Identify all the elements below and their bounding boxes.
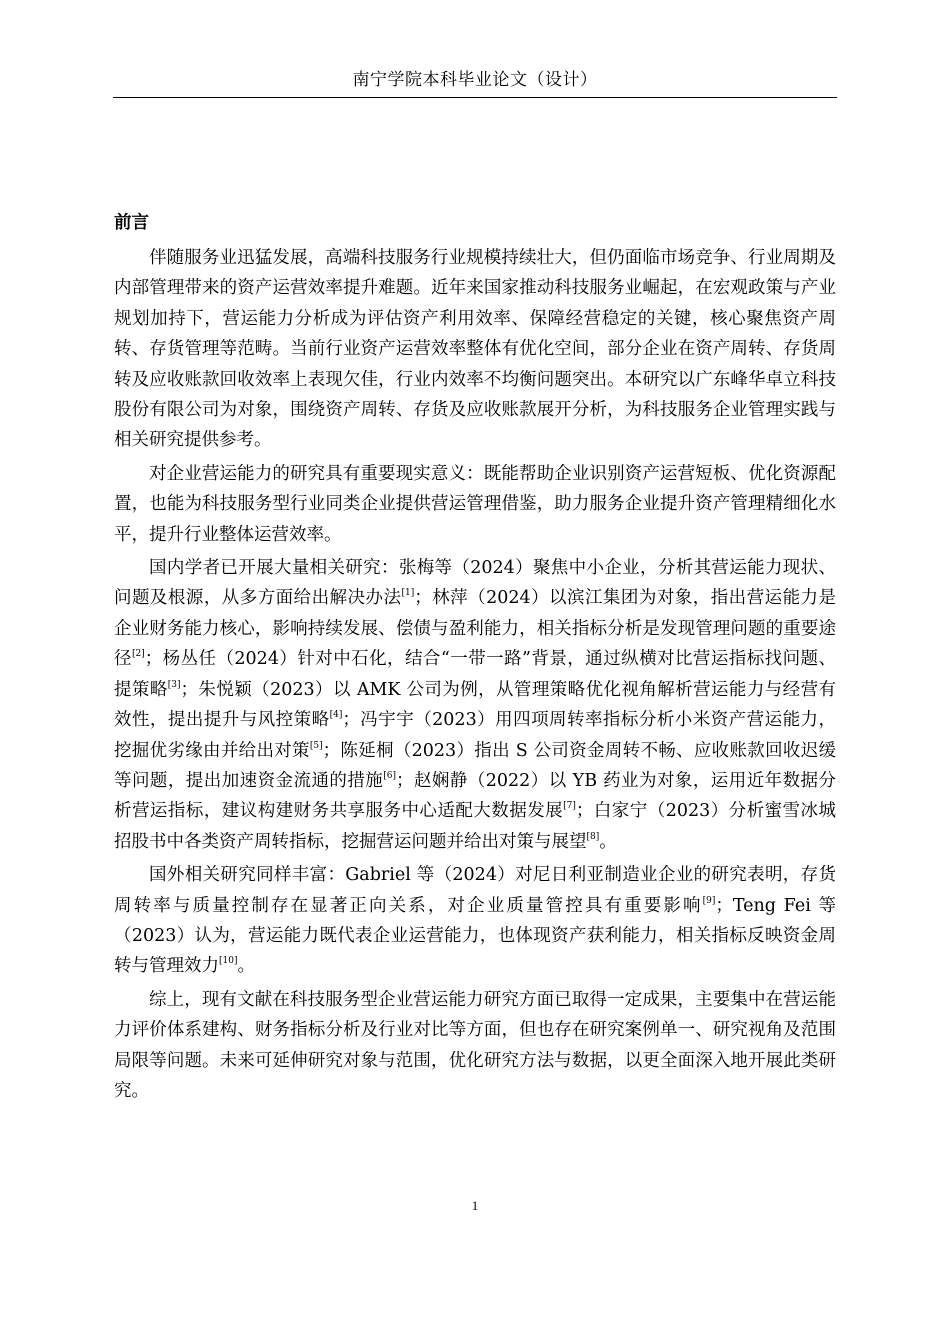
body-paragraph: [114, 459, 836, 550]
citation-reference[interactable]: [7]: [563, 801, 576, 812]
citation-reference[interactable]: [5]: [309, 740, 323, 751]
paragraph-text: ；冯宇宇（2023）用四项周转率指标分析小米资产营运能力，挖掘优劣缘由并给出对策: [114, 710, 837, 761]
body-paragraph: [114, 985, 836, 1107]
paragraph-text: 国内学者已开展大量相关研究：张梅等（2024）聚焦中小企业，分析其营运能力现状、问题及根源，从多方面给出解决办法: [114, 558, 836, 609]
citation-reference[interactable]: [4]: [329, 710, 343, 721]
citation-reference[interactable]: [2]: [131, 649, 145, 660]
paragraph-text: 综上，现有文献在科技服务型企业营运能力研究方面已取得一定成果，主要集中在营运能力评价体系建构、财务指标分析及行业对比等方面，但也存在研究案例单一、研究视角及范围局限等问题。未来可延伸研究对象与范围，优化研究方法与数据，以更全面深入地开展此类研究。: [114, 989, 836, 1101]
body-paragraph: [114, 860, 836, 982]
paragraph-text: ；朱悦颖（2023）以 AMK 公司为例，从管理策略优化视角解析营运能力与经营有效性，提出提升与风控策略: [114, 679, 836, 731]
body-paragraph: [114, 243, 836, 456]
body-paragraph: [114, 553, 836, 857]
paragraph-text: ；Teng Fei 等（2023）认为，营运能力既代表企业运营能力，也体现资产获利能力，相关指标反映资金周转与管理效力: [114, 895, 836, 977]
citation-reference[interactable]: [6]: [383, 770, 397, 781]
running-header: 南宁学院本科毕业论文（设计）: [352, 70, 598, 90]
header-rule: [113, 97, 837, 98]
paragraph-text: 国外相关研究同样丰富：Gabriel 等（2024）对尼日利亚制造业企业的研究表明，存货周转率与质量控制存在显著正向关系，对企业质量管控具有重要影响: [114, 865, 836, 916]
paragraph-text: 。: [599, 831, 617, 852]
paragraph-text: ；白家宁（2023）分析蜜雪冰城招股书中各类资产周转指标，挖掘营运问题并给出对策与展望: [114, 801, 836, 852]
citation-reference[interactable]: [8]: [586, 831, 600, 842]
citation-reference[interactable]: [3]: [167, 679, 181, 690]
citation-reference[interactable]: [10]: [219, 956, 238, 967]
citation-reference[interactable]: [9]: [702, 895, 716, 906]
paragraph-text: 对企业营运能力的研究具有重要现实意义：既能帮助企业识别资产运营短板、优化资源配置，也能为科技服务型行业同类企业提供营运管理借鉴，助力服务企业提升资产管理精细化水平，提升行业整体运营效率。: [114, 463, 836, 545]
paragraph-text: 。: [237, 956, 255, 977]
paragraph-text: ；陈延桐（2023）指出 S 公司资金周转不畅、应收账款回收迟缓等问题，提出加速资金流通的措施: [114, 740, 836, 791]
paragraph-text: ；林萍（2024）以滨江集团为对象，指出营运能力是企业财务能力核心，影响持续发展、偿债与盈利能力，相关指标分析是发现管理问题的重要途径: [114, 588, 837, 670]
citation-reference[interactable]: [1]: [401, 588, 415, 599]
paragraph-list: [114, 243, 836, 1106]
paragraph-text: ；赵娴静（2022）以 YB 药业为对象，运用近年数据分析营运指标，建议构建财务共享服务中心适配大数据发展: [114, 770, 837, 822]
section-title: 前言: [114, 213, 149, 233]
paragraph-text: ；杨丛任（2024）针对中石化，结合“一带一路”背景，通过纵横对比营运指标找问题、提策略: [114, 649, 836, 700]
page-number: 1: [471, 1198, 479, 1213]
main-content: [114, 208, 836, 1109]
paragraph-text: 伴随服务业迅猛发展，高端科技服务行业规模持续壮大，但仍面临市场竞争、行业周期及内部管理带来的资产运营效率提升难题。近年来国家推动科技服务业崛起，在宏观政策与产业规划加持下，营运能力分析成为评估资产利用效率、保障经营稳定的关键，核心聚焦资产周转、存货管理等范畴。当前行业资产运营效率整体有优化空间，部分企业在资产周转、存货周转及应收账款回收效率上表现欠佳，行业内效率不均衡问题突出。本研究以广东峰华卓立科技股份有限公司为对象，围绕资产周转、存货及应收账款展开分析，为科技服务企业管理实践与相关研究提供参考。: [114, 248, 836, 451]
